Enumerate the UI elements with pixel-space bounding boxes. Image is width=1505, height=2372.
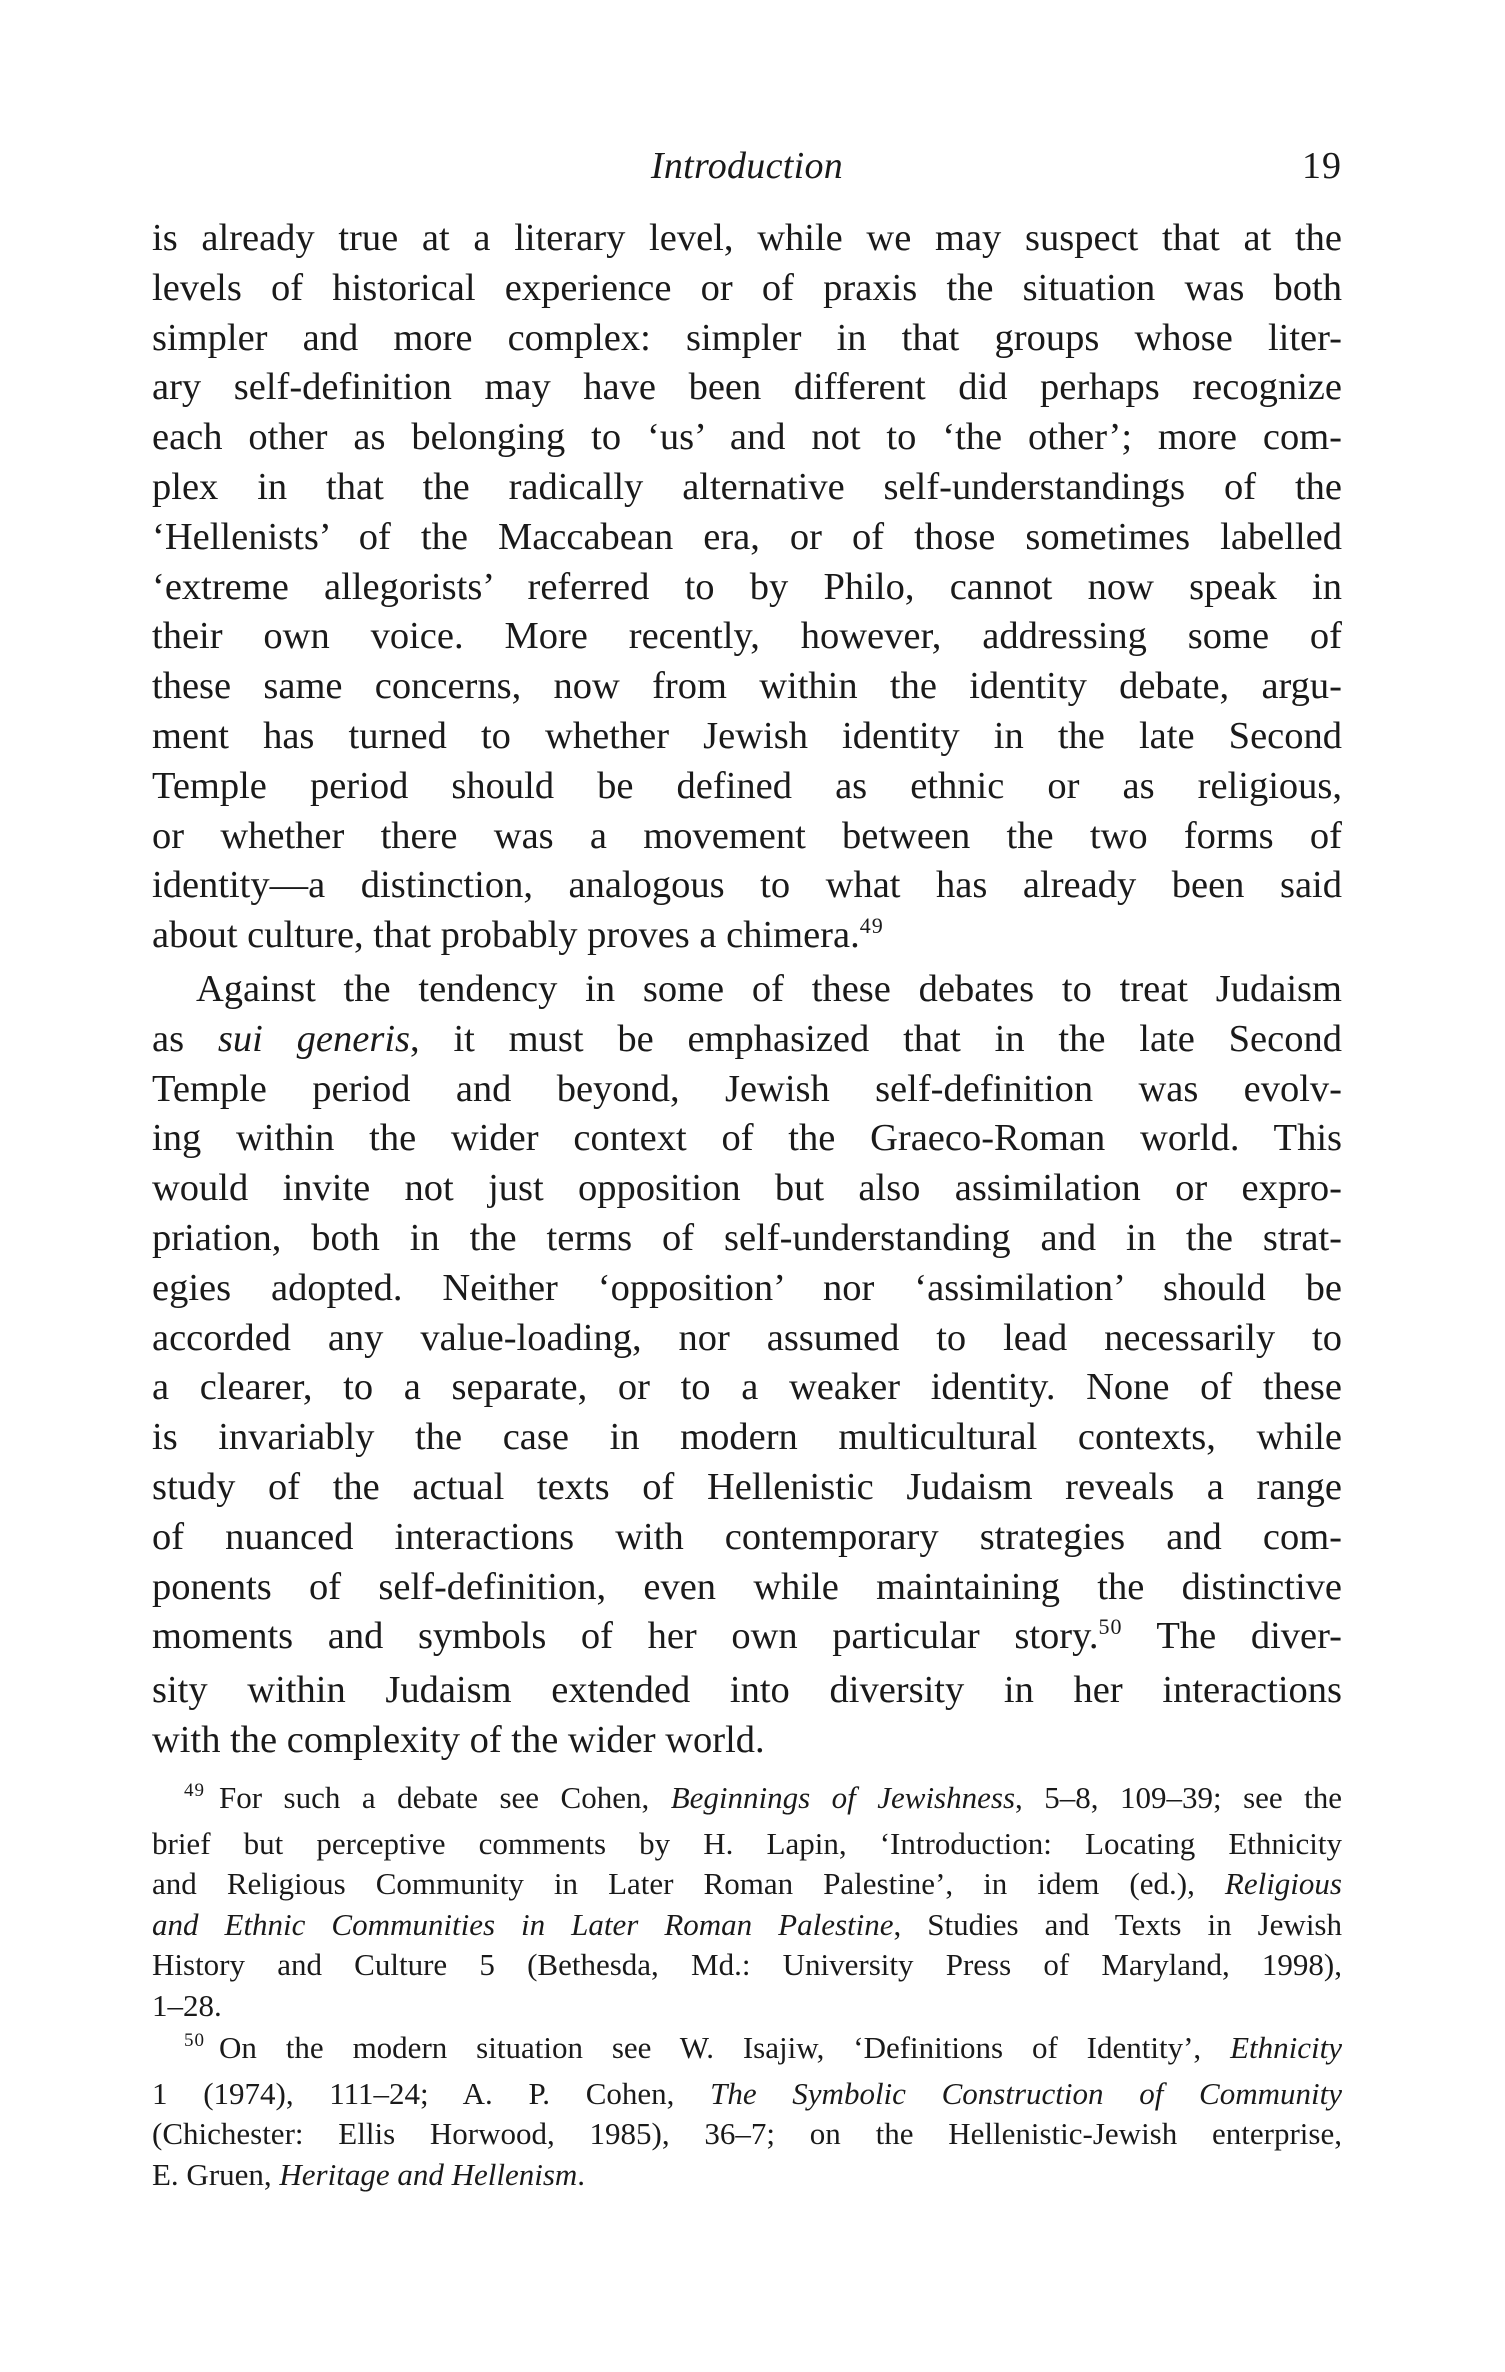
text-line: is invariably the case in modern multicultural contexts, while (152, 1416, 1342, 1459)
italic-title: Ethnicity (1230, 2030, 1342, 2065)
footnote-line: 1–28. (152, 1987, 222, 2023)
footnote-ref-50[interactable]: 50 (1098, 1614, 1123, 1640)
running-head (152, 136, 1342, 196)
text-line: identity—a distinction, analogous to what has already been said (152, 864, 1342, 907)
footnote-number: 50 (184, 2030, 205, 2051)
footnote-line: (Chichester: Ellis Horwood, 1985), 36–7; on the Hellenistic-Jewish enterprise, (152, 2116, 1342, 2151)
footnote-line: History and Culture 5 (Bethesda, Md.: University Press of Maryland, 1998), (152, 1947, 1342, 1982)
text-line: priation, both in the terms of self-understanding and in the strat- (152, 1216, 1342, 1259)
text-run: 1 (1974), 111–24; A. P. Cohen, (152, 2075, 711, 2111)
text-run: . (577, 2156, 586, 2192)
paragraph-2 (152, 965, 1342, 1766)
text-line: or whether there was a movement between the two forms of (152, 814, 1342, 857)
text-line: egies adopted. Neither ‘opposition’ nor ‘assimilation’ should be (152, 1266, 1342, 1309)
text-line: Against the tendency in some of these debates to treat Judaism (196, 967, 1342, 1010)
text-line: ‘extreme allegorists’ referred to by Philo, cannot now speak in (152, 565, 1342, 608)
text-line: is already true at a literary level, while we may suspect that at the (152, 217, 1342, 259)
text-run: For such a debate see Cohen, (219, 1780, 671, 1815)
text-line (152, 911, 1342, 965)
text-line: Temple period should be defined as ethnic or as religious, (152, 764, 1342, 807)
footnote-number: 49 (184, 1780, 205, 1801)
text-line: ment has turned to whether Jewish identity in the late Second (152, 714, 1342, 757)
text-run: , 5–8, 109–39; see the (1015, 1780, 1342, 1815)
footnote-line (152, 2074, 1342, 2115)
page-number: 19 (1302, 145, 1342, 187)
text-line: simpler and more complex: simpler in that groups whose liter- (152, 316, 1342, 359)
text-line: each other as belonging to ‘us’ and not to ‘the other’; more com- (152, 416, 1342, 459)
text-line: of nuanced interactions with contemporary strategies and com- (152, 1515, 1342, 1558)
text-run: moments and symbols of her own particular story. (152, 1615, 1099, 1658)
text-run: The diver- (1122, 1615, 1342, 1658)
text-run: , it must be emphasized that in the late Second (410, 1017, 1342, 1060)
footnote-49 (152, 1778, 1342, 2026)
text-run: , Studies and Texts in Jewish (893, 1906, 1342, 1942)
body-text (152, 214, 1342, 1766)
text-line: ary self-definition may have been different did perhaps recognize (152, 366, 1342, 409)
italic-title: The Symbolic Construction of Community (710, 2075, 1342, 2111)
text-line: these same concerns, now from within the identity debate, argu- (152, 665, 1342, 708)
footnote-line (152, 1864, 1342, 1905)
italic-term: sui generis (217, 1017, 410, 1060)
italic-title: Heritage and Hellenism (279, 2156, 578, 2192)
text-line: study of the actual texts of Hellenistic Judaism reveals a range (152, 1465, 1342, 1508)
paragraph-1 (152, 214, 1342, 965)
footnote-line (152, 1778, 1342, 1824)
footnote-ref-49[interactable]: 49 (859, 913, 884, 939)
text-line: sity within Judaism extended into diversity in her interactions (152, 1669, 1342, 1712)
text-run: about culture, that probably proves a chimera. (152, 914, 860, 957)
footnote-line (152, 2028, 1342, 2074)
text-line: ponents of self-definition, even while maintaining the distinctive (152, 1565, 1342, 1608)
text-line: ‘Hellenists’ of the Maccabean era, or of those sometimes labelled (152, 515, 1342, 558)
italic-title: Religious (1224, 1866, 1342, 1901)
footnotes (152, 1778, 1342, 2197)
footnote-line: brief but perceptive comments by H. Lapin, ‘Introduction: Locating Ethnicity (152, 1825, 1342, 1861)
italic-title: and Ethnic Communities in Later Roman Palestine (152, 1906, 894, 1942)
text-line: Temple period and beyond, Jewish self-definition was evolv- (152, 1067, 1342, 1110)
text-line: levels of historical experience or of praxis the situation was both (152, 266, 1342, 309)
text-run: and Religious Community in Later Roman Palestine’, in idem (ed.), (152, 1866, 1225, 1901)
italic-title: Beginnings of Jewishness (670, 1780, 1016, 1815)
footnote-50 (152, 2028, 1342, 2195)
text-line (152, 1015, 1342, 1065)
footnote-line (152, 2155, 1342, 2196)
text-line: with the complexity of the wider world. (152, 1718, 765, 1761)
text-line: would invite not just opposition but also assimilation or expro- (152, 1167, 1342, 1210)
text-line (152, 1612, 1342, 1666)
text-line: a clearer, to a separate, or to a weaker identity. None of these (152, 1366, 1342, 1409)
footnote-line (152, 1905, 1342, 1946)
text-line: accorded any value-loading, nor assumed to lead necessarily to (152, 1316, 1342, 1359)
text-run: as (152, 1017, 218, 1060)
text-run: E. Gruen, (152, 2156, 280, 2192)
text-line: ing within the wider context of the Graeco-Roman world. This (152, 1117, 1342, 1160)
text-line: their own voice. More recently, however, addressing some of (152, 615, 1342, 658)
text-line: plex in that the radically alternative self-understandings of the (152, 465, 1342, 508)
running-title: Introduction (650, 145, 844, 187)
text-run: On the modern situation see W. Isajiw, ‘Definitions of Identity’, (219, 2030, 1231, 2065)
